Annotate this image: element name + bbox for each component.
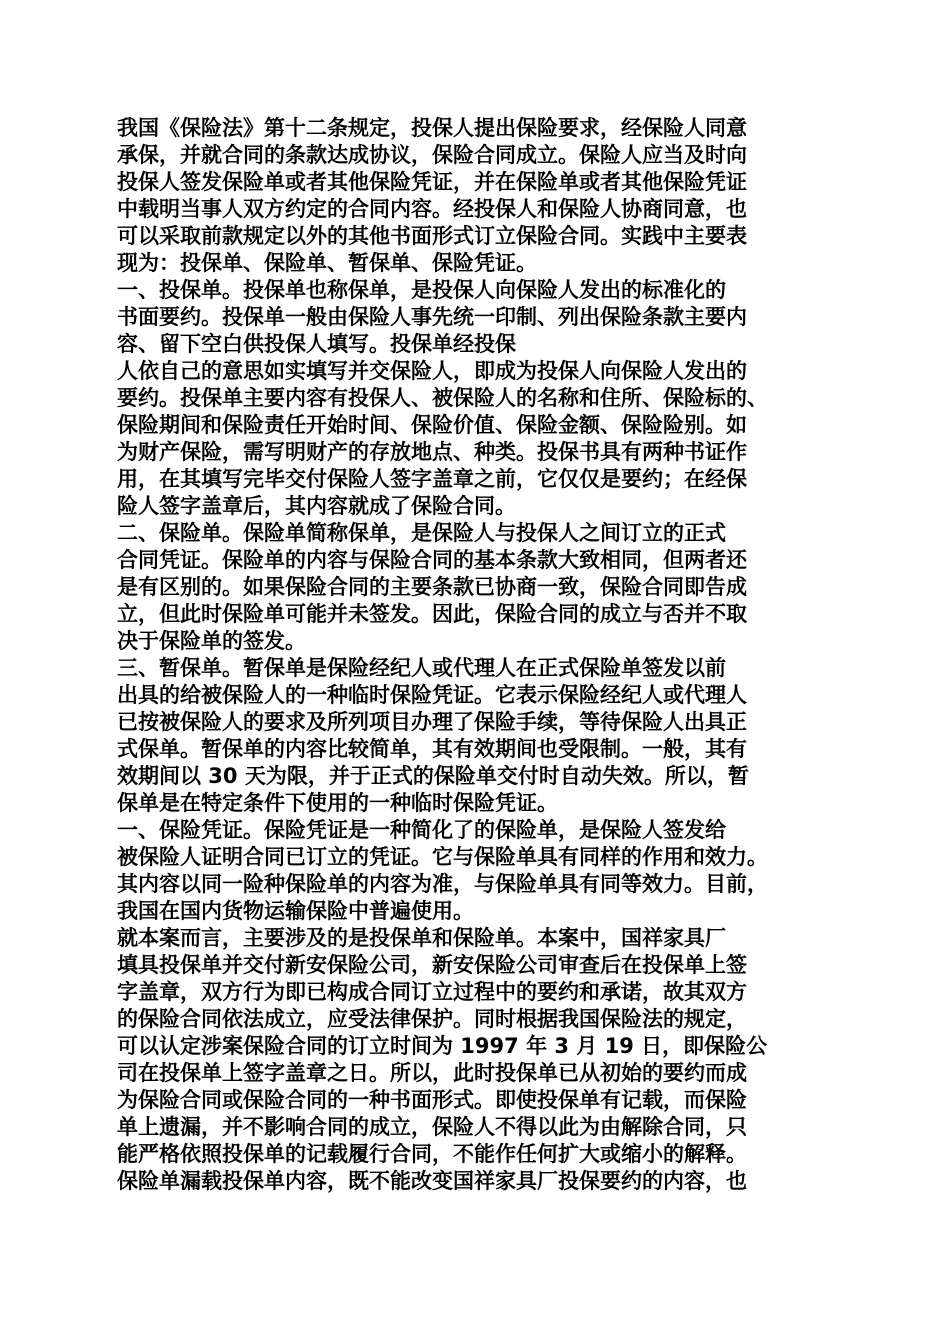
text-line: 要约。投保单主要内容有投保人、被保险人的名称和住所、保险标的、 <box>117 386 768 410</box>
text-line: 为财产保险，需写明财产的存放地点、种类。投保书具有两种书证作 <box>117 440 747 464</box>
text-line: 出具的给被保险人的一种临时保险凭证。它表示保险经纪人或代理人 <box>117 683 747 707</box>
text-line: 立，但此时保险单可能并未签发。因此，保险合同的成立与否并不取 <box>117 602 747 626</box>
document-body <box>117 115 852 1195</box>
text-line: 用，在其填写完毕交付保险人签字盖章之前，它仅仅是要约；在经保 <box>117 467 747 491</box>
text-line: 书面要约。投保单一般由保险人事先统一印制、列出保险条款主要内 <box>117 305 747 329</box>
text-line: 现为：投保单、保险单、暂保单、保险凭证。 <box>117 251 537 275</box>
text-line: 保单是在特定条件下使用的一种临时保险凭证。 <box>117 791 558 815</box>
text-line: 可以认定涉案保险合同的订立时间为 1997 年 3 月 19 日，即保险公 <box>117 1034 768 1058</box>
section-heading-line: 二、保险单。保险单简称保单，是保险人与投保人之间订立的正式 <box>117 521 726 545</box>
text-line: 就本案而言，主要涉及的是投保单和保险单。本案中，国祥家具厂 <box>117 926 726 950</box>
text-line: 能严格依照投保单的记载履行合同，不能作任何扩大或缩小的解释。 <box>117 1142 747 1166</box>
text-line: 合同凭证。保险单的内容与保险合同的基本条款大致相同，但两者还 <box>117 548 747 572</box>
text-line: 其内容以同一险种保险单的内容为准，与保险单具有同等效力。目前， <box>117 872 768 896</box>
section-heading-line: 一、保险凭证。保险凭证是一种简化了的保险单，是保险人签发给 <box>117 818 726 842</box>
text-line: 保险单漏载投保单内容，既不能改变国祥家具厂投保要约的内容，也 <box>117 1169 747 1193</box>
text-line: 保险期间和保险责任开始时间、保险价值、保险金额、保险险别。如 <box>117 413 747 437</box>
text-line: 我国《保险法》第十二条规定，投保人提出保险要求，经保险人同意 <box>117 116 747 140</box>
text-line: 司在投保单上签字盖章之日。所以，此时投保单已从初始的要约而成 <box>117 1061 747 1085</box>
text-line: 人依自己的意思如实填写并交保险人，即成为投保人向保险人发出的 <box>117 359 747 383</box>
text-line: 是有区别的。如果保险合同的主要条款已协商一致，保险合同即告成 <box>117 575 747 599</box>
text-line: 承保，并就合同的条款达成协议，保险合同成立。保险人应当及时向 <box>117 143 747 167</box>
text-line: 投保人签发保险单或者其他保险凭证，并在保险单或者其他保险凭证 <box>117 170 747 194</box>
text-line: 我国在国内货物运输保险中普遍使用。 <box>117 899 474 923</box>
text-line: 容、留下空白供投保人填写。投保单经投保 <box>117 332 516 356</box>
text-line: 决于保险单的签发。 <box>117 629 306 653</box>
section-heading-line: 三、暂保单。暂保单是保险经纪人或代理人在正式保险单签发以前 <box>117 656 726 680</box>
text-line: 填具投保单并交付新安保险公司，新安保险公司审查后在投保单上签 <box>117 953 747 977</box>
text-line: 为保险合同或保险合同的一种书面形式。即使投保单有记载，而保险 <box>117 1088 747 1112</box>
text-line: 被保险人证明合同已订立的凭证。它与保险单具有同样的作用和效力。 <box>117 845 768 869</box>
text-line: 险人签字盖章后，其内容就成了保险合同。 <box>117 494 516 518</box>
text-line: 已按被保险人的要求及所列项目办理了保险手续，等待保险人出具正 <box>117 710 747 734</box>
text-line: 中载明当事人双方约定的合同内容。经投保人和保险人协商同意，也 <box>117 197 747 221</box>
text-line: 的保险合同依法成立，应受法律保护。同时根据我国保险法的规定， <box>117 1007 747 1031</box>
text-line: 效期间以 30 天为限，并于正式的保险单交付时自动失效。所以，暂 <box>117 764 749 788</box>
text-line: 式保单。暂保单的内容比较简单，其有效期间也受限制。一般，其有 <box>117 737 747 761</box>
text-line: 单上遗漏，并不影响合同的成立，保险人不得以此为由解除合同，只 <box>117 1115 747 1139</box>
section-heading-line: 一、投保单。投保单也称保单，是投保人向保险人发出的标准化的 <box>117 278 726 302</box>
text-line: 字盖章，双方行为即已构成合同订立过程中的要约和承诺，故其双方 <box>117 980 747 1004</box>
text-line: 可以采取前款规定以外的其他书面形式订立保险合同。实践中主要表 <box>117 224 747 248</box>
